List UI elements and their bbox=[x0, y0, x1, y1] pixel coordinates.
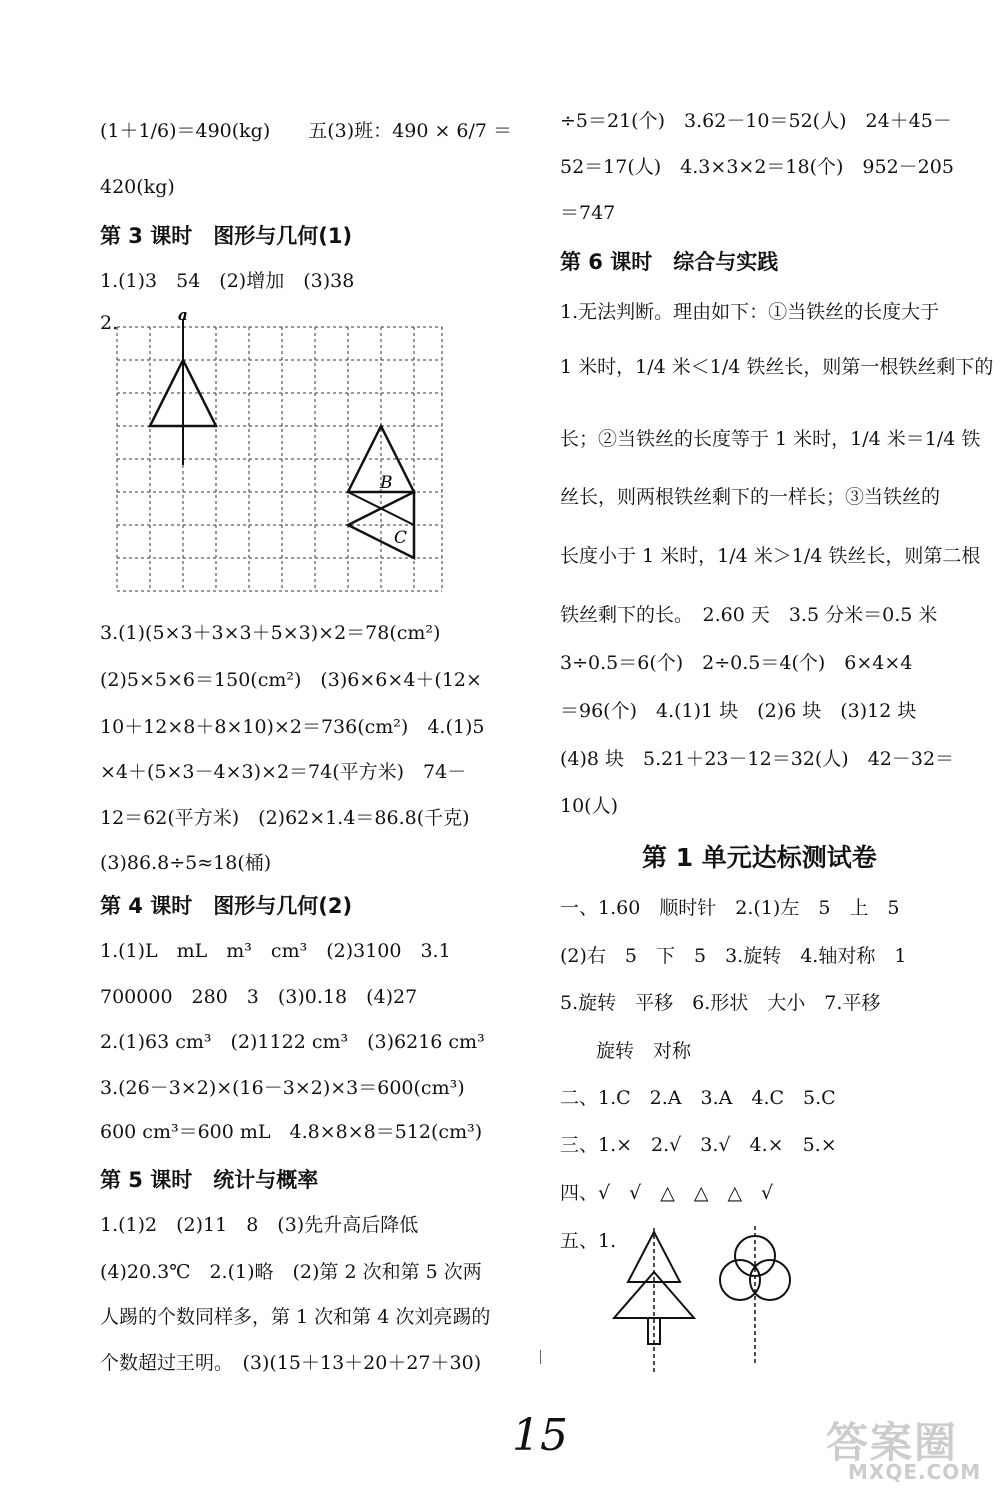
text-line: ×4＋(5×3－4×3)×2＝74(平方米) 74－ bbox=[100, 761, 467, 783]
section-heading: 第 6 课时 综合与实践 bbox=[560, 250, 779, 274]
watermark-url: MXQE.COM bbox=[848, 1460, 982, 1484]
section-heading: 第 4 课时 图形与几何(2) bbox=[100, 894, 353, 918]
text-line: 10＋12×8＋8×10)×2＝736(cm²) 4.(1)5 bbox=[100, 716, 485, 738]
text-line: 旋转 对称 bbox=[596, 1040, 692, 1062]
text-line: 1.无法判断。理由如下：①当铁丝的长度大于 bbox=[560, 301, 940, 323]
text-line: 丝长，则两根铁丝剩下的一样长；③当铁丝的 bbox=[560, 486, 941, 508]
text-line: 四、√ √ △ △ △ √ bbox=[560, 1182, 774, 1204]
label-b: B bbox=[380, 473, 393, 493]
text-line: 人踢的个数同样多，第 1 次和第 4 次刘亮踢的 bbox=[100, 1306, 491, 1328]
text-line: 1 米时，1/4 米＜1/4 铁丝长，则第一根铁丝剩下的 bbox=[560, 356, 994, 378]
text-line: 52＝17(人) 4.3×3×2＝18(个) 952－205 bbox=[560, 156, 954, 178]
text-line: (4)20.3℃ 2.(1)略 (2)第 2 次和第 5 次两 bbox=[100, 1261, 482, 1283]
text-line: 2. bbox=[100, 312, 119, 334]
page-number: 15 bbox=[512, 1410, 568, 1461]
text-line: 三、1.× 2.√ 3.√ 4.× 5.× bbox=[560, 1134, 837, 1156]
text-line: 1.(1)3 54 (2)增加 (3)38 bbox=[100, 270, 355, 292]
text-line: 420(kg) bbox=[100, 176, 175, 198]
text-line: 700000 280 3 (3)0.18 (4)27 bbox=[100, 986, 418, 1008]
text-line: (2)5×5×6＝150(cm²) (3)6×6×4＋(12× bbox=[100, 669, 482, 691]
text-line: 铁丝剩下的长。 2.60 天 3.5 分米＝0.5 米 bbox=[560, 604, 938, 626]
text-line: 长度小于 1 米时，1/4 米＞1/4 铁丝长，则第二根 bbox=[560, 545, 981, 567]
label-c: C bbox=[394, 528, 408, 548]
text-line: ＝96(个) 4.(1)1 块 (2)6 块 (3)12 块 bbox=[560, 700, 917, 722]
watermark-text: 答案圈 bbox=[826, 1418, 959, 1467]
text-line: 2.(1)63 cm³ (2)1122 cm³ (3)6216 cm³ bbox=[100, 1031, 485, 1053]
text-line: ÷5＝21(个) 3.62－10＝52(人) 24＋45－ bbox=[560, 110, 952, 132]
text-line: 二、1.C 2.A 3.A 4.C 5.C bbox=[560, 1087, 836, 1109]
grid-figure bbox=[112, 305, 457, 605]
tree-figure bbox=[610, 1228, 700, 1378]
text-line: (1＋1/6)＝490(kg) 五(3)班：490 × 6/7 ＝ bbox=[100, 120, 513, 142]
text-line: 5.旋转 平移 6.形状 大小 7.平移 bbox=[560, 992, 881, 1014]
text-line: 1.(1)L mL m³ cm³ (2)3100 3.1 bbox=[100, 940, 451, 962]
text-line: ＝747 bbox=[560, 202, 616, 224]
text-line: 10(人) bbox=[560, 795, 619, 817]
label-a: a bbox=[178, 306, 188, 324]
text-line: (3)86.8÷5≈18(桶) bbox=[100, 852, 272, 874]
watermark-logo bbox=[818, 1410, 993, 1485]
column-divider bbox=[540, 1350, 541, 1364]
text-line: 3.(1)(5×3＋3×3＋5×3)×2＝78(cm²) bbox=[100, 622, 441, 644]
text-line: 1.(1)2 (2)11 8 (3)先升高后降低 bbox=[100, 1214, 419, 1236]
text-line: (4)8 块 5.21＋23－12＝32(人) 42－32＝ bbox=[560, 748, 955, 770]
text-line: 3.(26－3×2)×(16－3×2)×3＝600(cm³) bbox=[100, 1077, 465, 1099]
text-line: 600 cm³＝600 mL 4.8×8×8＝512(cm³) bbox=[100, 1121, 483, 1143]
text-line: 12＝62(平方米) (2)62×1.4＝86.8(千克) bbox=[100, 807, 470, 829]
circles-figure bbox=[710, 1218, 800, 1368]
unit-test-title: 第 1 单元达标测试卷 bbox=[642, 843, 877, 872]
section-heading: 第 5 课时 统计与概率 bbox=[100, 1168, 319, 1192]
text-line: 长；②当铁丝的长度等于 1 米时，1/4 米＝1/4 铁 bbox=[560, 428, 981, 450]
section-heading: 第 3 课时 图形与几何(1) bbox=[100, 224, 353, 248]
text-line: 3÷0.5＝6(个) 2÷0.5＝4(个) 6×4×4 bbox=[560, 652, 913, 674]
text-line: (2)右 5 下 5 3.旋转 4.轴对称 1 bbox=[560, 945, 907, 967]
text-line: 一、1.60 顺时针 2.(1)左 5 上 5 bbox=[560, 897, 900, 919]
text-line: 五、1. bbox=[560, 1230, 617, 1252]
text-line: 个数超过王明。 (3)(15＋13＋20＋27＋30) bbox=[100, 1352, 482, 1374]
